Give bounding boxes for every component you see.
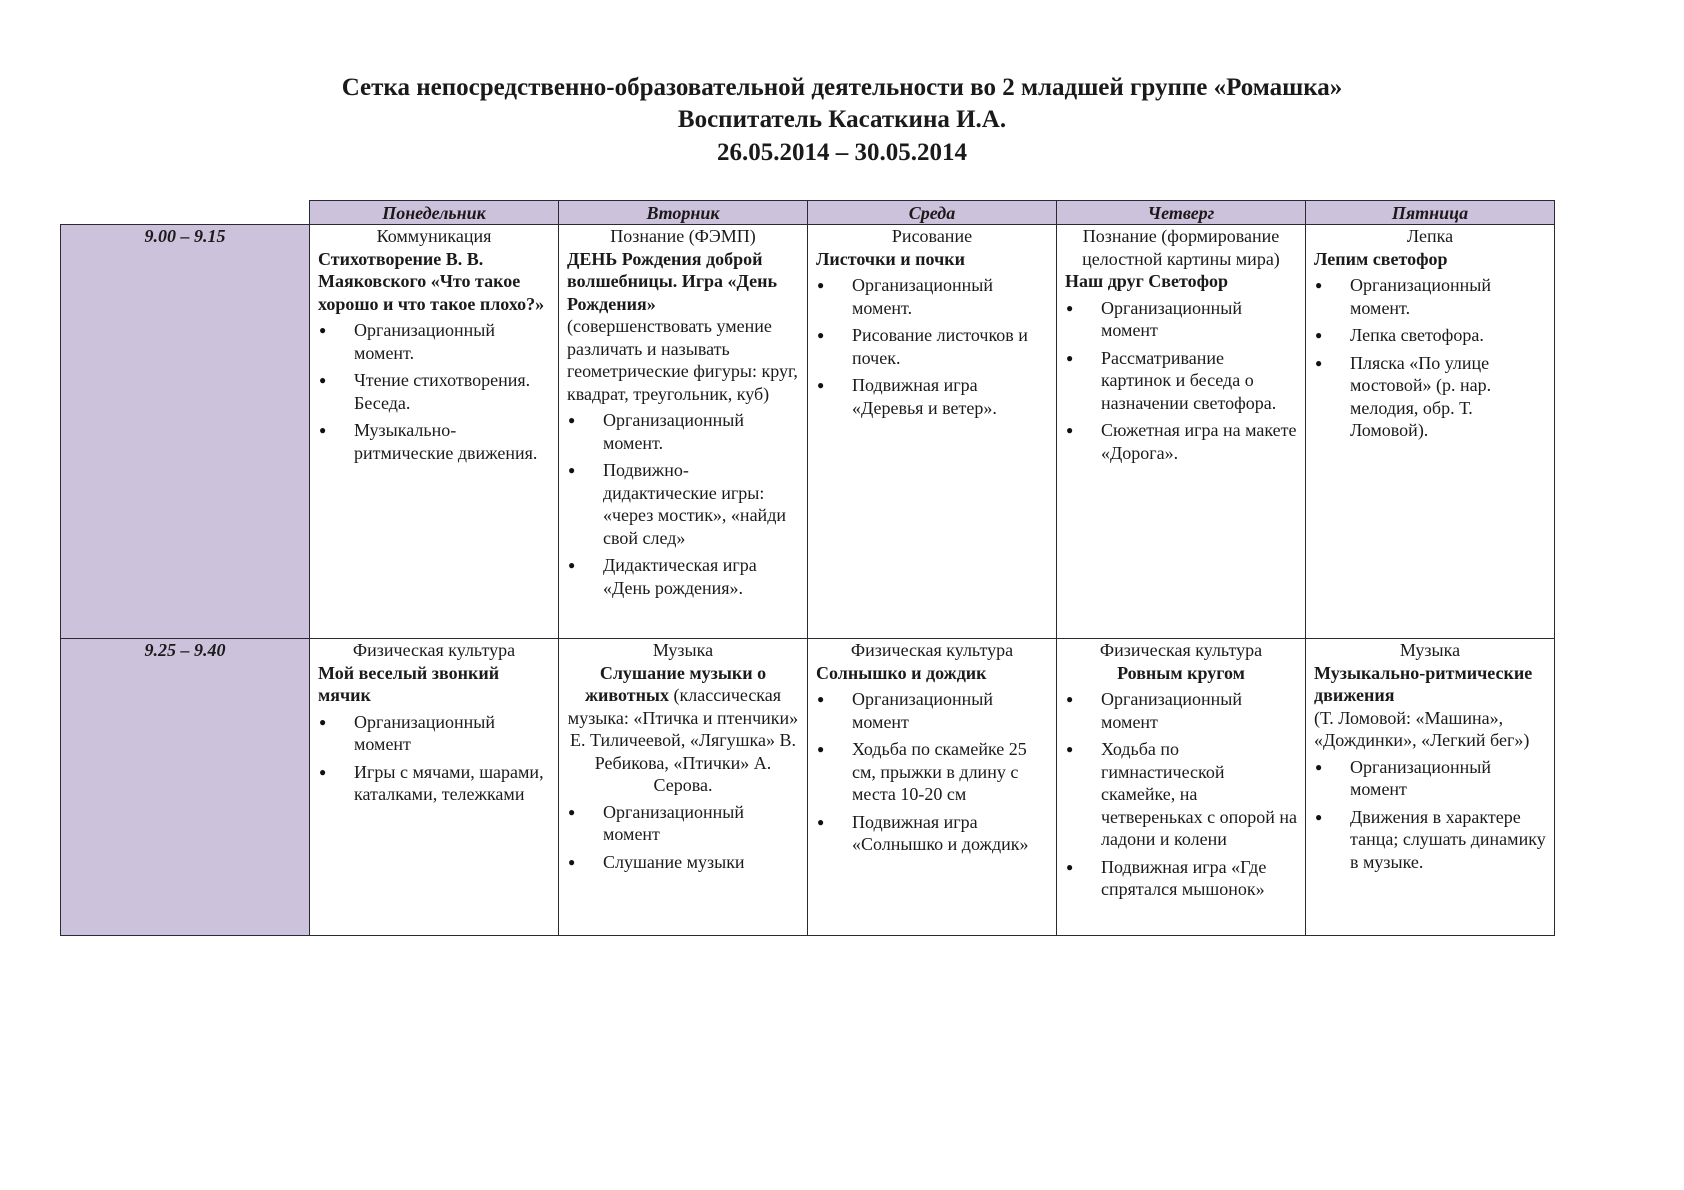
lesson-subject: Физическая культура [850, 640, 1014, 660]
lesson-subject: Коммуникация [376, 226, 492, 246]
activity-item: ● Организационный момент. [816, 274, 1048, 319]
activity-item: ● Организационный момент [318, 711, 550, 756]
activity-item: ● Подвижная игра «Где спрятался мышонок» [1065, 856, 1297, 901]
day-header: Четверг [1057, 201, 1306, 225]
lesson-subject: Рисование [891, 226, 973, 246]
activity-item: ● Игры с мячами, шарами, каталками, тележками [318, 761, 550, 806]
lesson-topic-block [816, 662, 1048, 685]
activity-item: ● Организационный момент [1314, 756, 1546, 801]
teacher-name: Воспитатель Касаткина И.А. [677, 106, 1007, 133]
activity-item: ● Рассматривание картинок и беседа о назначении светофора. [1065, 347, 1297, 415]
lesson-topic-block [1065, 270, 1297, 293]
activity-item: ● Сюжетная игра на макете «Дорога». [1065, 419, 1297, 464]
activity-list [567, 801, 799, 874]
lesson-topic-block [318, 248, 550, 316]
activity-list [1065, 688, 1297, 901]
lesson-topic: Лепим светофор [1314, 248, 1448, 269]
activity-list [1314, 274, 1546, 442]
lesson-subject: Музыка [652, 640, 714, 660]
lesson-cell [1306, 639, 1555, 936]
lesson-topic-block [1314, 662, 1546, 752]
activity-item: ● Подвижно-дидактические игры: «через мостик», «найди свой след» [567, 459, 799, 549]
lesson-subject: Музыка [1399, 640, 1461, 660]
lesson-note: (классическая музыка: «Птичка и птенчики» Е. Тиличеевой, «Лягушка» В. Ребикова, «Птички» А. Серова. [567, 685, 799, 795]
corner-cell [61, 201, 310, 225]
activity-list [567, 409, 799, 599]
lesson-topic-block [318, 662, 550, 707]
lesson-cell [808, 225, 1057, 639]
lesson-subject: Познание (формирование целостной картины мира) [1082, 226, 1280, 269]
lesson-topic: Ровным кругом [1117, 662, 1245, 683]
activity-item: ● Организационный момент [1065, 688, 1297, 733]
activity-item: ● Подвижная игра «Солнышко и дождик» [816, 811, 1048, 856]
lesson-topic: Стихотворение В. В. Маяковского «Что такое хорошо и что такое плохо?» [318, 248, 545, 314]
activity-item: ● Музыкально-ритмические движения. [318, 419, 550, 464]
activity-item: ● Организационный момент. [567, 409, 799, 454]
lesson-topic-block [816, 248, 1048, 271]
activity-item: ● Организационный момент. [318, 319, 550, 364]
lesson-topic-block [1314, 248, 1546, 271]
activity-item: ● Лепка светофора. [1314, 324, 1546, 347]
activity-list [1065, 297, 1297, 465]
activity-list [1314, 756, 1546, 874]
activity-item: ● Движения в характере танца; слушать динамику в музыке. [1314, 806, 1546, 874]
activity-item: ● Пляска «По улице мостовой» (р. нар. мелодия, обр. Т. Ломовой). [1314, 352, 1546, 442]
activity-item: ● Рисование листочков и почек. [816, 324, 1048, 369]
activity-item: ● Организационный момент [816, 688, 1048, 733]
activity-item: ● Чтение стихотворения. Беседа. [318, 369, 550, 414]
activity-item: ● Ходьба по скамейке 25 см, прыжки в длину с места 10-20 см [816, 738, 1048, 806]
lesson-cell [559, 225, 808, 639]
schedule-row [61, 639, 1555, 936]
header-row [61, 201, 1555, 225]
lesson-topic: Листочки и почки [816, 248, 965, 269]
activity-item: ● Подвижная игра «Деревья и ветер». [816, 374, 1048, 419]
activity-item: ● Организационный момент. [1314, 274, 1546, 319]
lesson-cell [1057, 639, 1306, 936]
lesson-topic-block [1065, 662, 1297, 685]
lesson-topic: Солнышко и дождик [816, 662, 987, 683]
lesson-cell [559, 639, 808, 936]
document-title: Сетка непосредственно-образовательной деятельности во 2 младшей группе «Ромашка» [341, 74, 1343, 101]
time-slot: 9.25 – 9.40 [61, 639, 310, 936]
lesson-subject: Физическая культура [352, 640, 516, 660]
lesson-cell [310, 225, 559, 639]
lesson-cell [1057, 225, 1306, 639]
activity-list [816, 688, 1048, 856]
activity-list [318, 319, 550, 464]
activity-item: ● Слушание музыки [567, 851, 799, 874]
activity-item: ● Ходьба по гимнастической скамейке, на четвереньках с опорой на ладони и колени [1065, 738, 1297, 851]
lesson-topic: Слушание музыки о животных [584, 662, 767, 705]
lesson-subject: Физическая культура [1099, 640, 1263, 660]
activity-item: ● Организационный момент [567, 801, 799, 846]
day-header: Понедельник [310, 201, 559, 225]
lesson-cell [808, 639, 1057, 936]
lesson-note: (совершенствовать умение различать и называть геометрические фигуры: круг, квадрат, треугольник, куб) [567, 316, 798, 404]
schedule-table [60, 200, 1555, 936]
lesson-topic: Мой веселый звонкий мячик [318, 662, 500, 705]
lesson-topic: Музыкально-ритмические движения [1314, 662, 1533, 705]
lesson-cell [1306, 225, 1555, 639]
day-header: Вторник [559, 201, 808, 225]
day-header: Среда [808, 201, 1057, 225]
lesson-topic-block [567, 248, 799, 406]
activity-list [318, 711, 550, 806]
activity-item: ● Дидактическая игра «День рождения». [567, 554, 799, 599]
schedule-row [61, 225, 1555, 639]
day-header: Пятница [1306, 201, 1555, 225]
lesson-cell [310, 639, 559, 936]
date-range: 26.05.2014 – 30.05.2014 [717, 139, 967, 166]
activity-item: ● Организационный момент [1065, 297, 1297, 342]
time-slot: 9.00 – 9.15 [61, 225, 310, 639]
activity-list [816, 274, 1048, 419]
lesson-topic: ДЕНЬ Рождения доброй волшебницы. Игра «День Рождения» [567, 248, 777, 314]
lesson-topic: Наш друг Светофор [1065, 271, 1229, 291]
lesson-note: (Т. Ломовой: «Машина», «Дождинки», «Легкий бег») [1314, 707, 1530, 750]
lesson-subject: Познание (ФЭМП) [610, 226, 756, 246]
lesson-subject: Лепка [1406, 226, 1454, 246]
lesson-topic-block [567, 662, 799, 797]
